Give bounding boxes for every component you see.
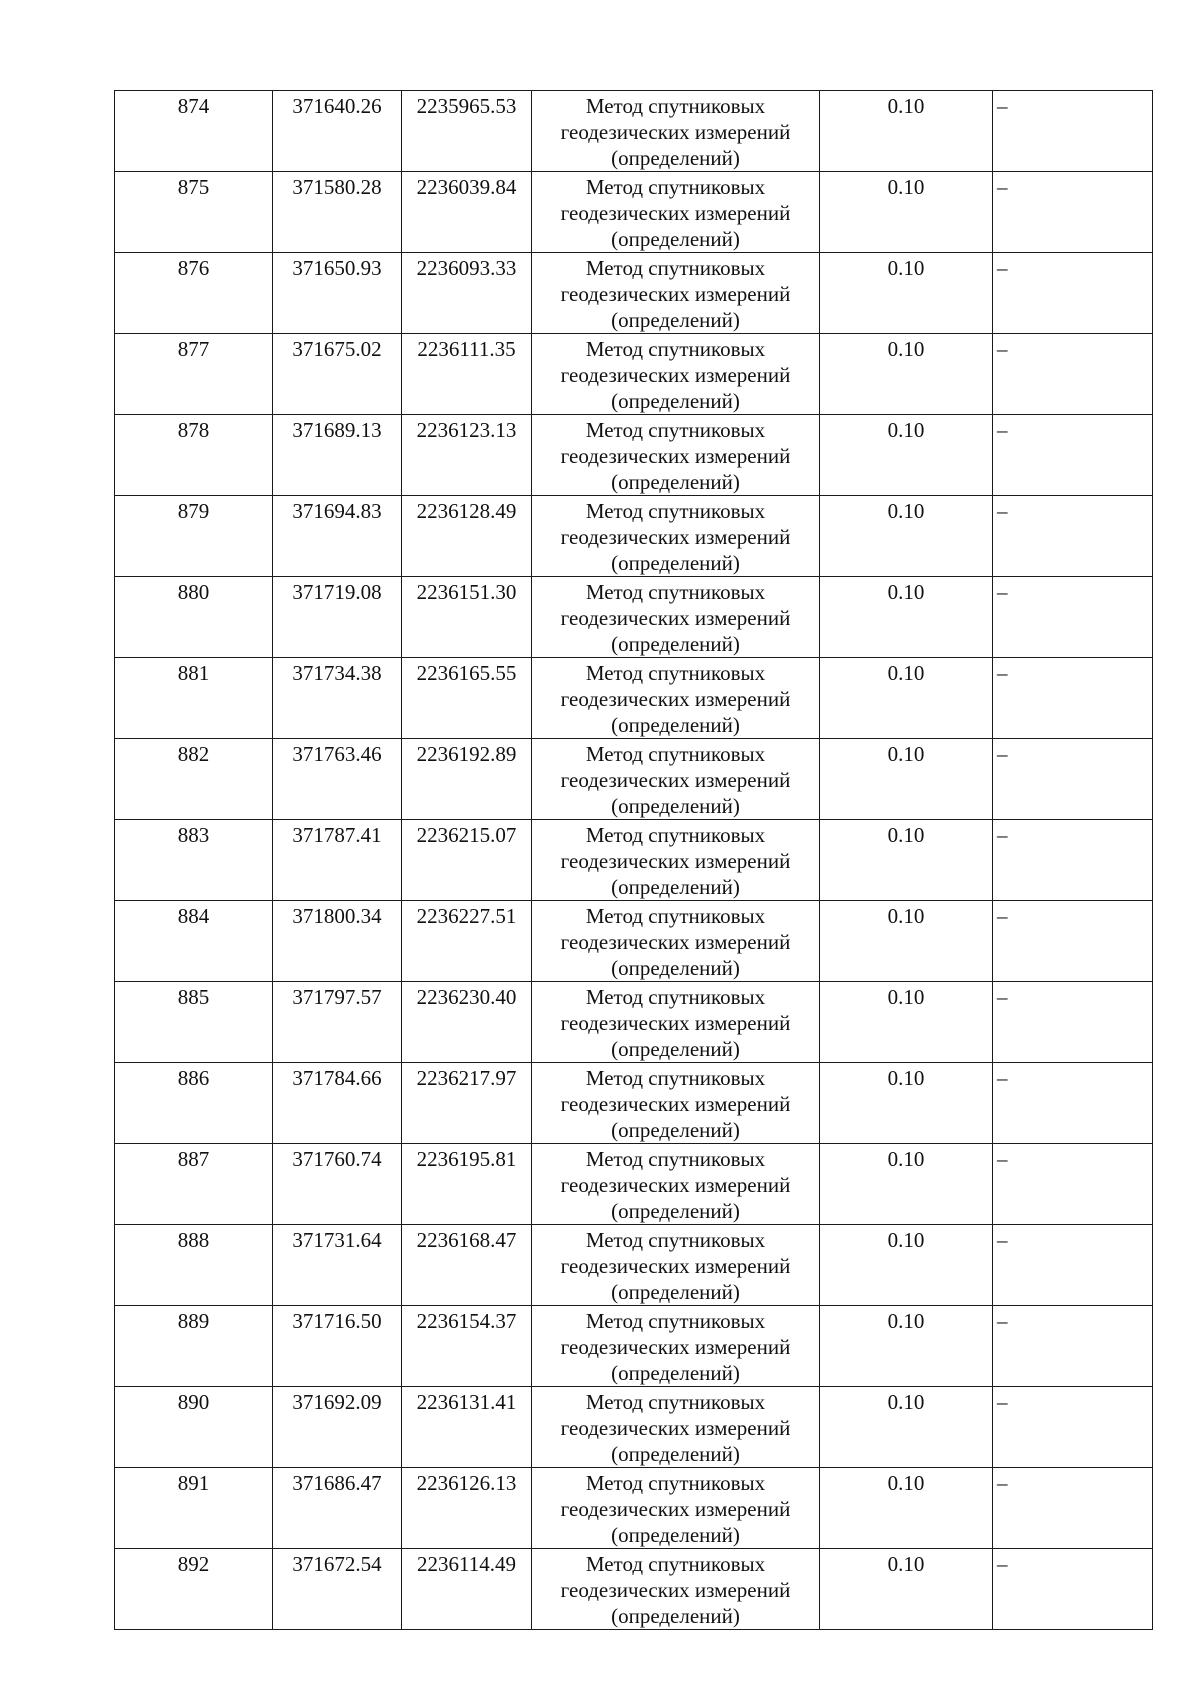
accuracy-cell — [820, 496, 993, 577]
note-cell — [993, 982, 1153, 1063]
method-cell-text: Метод спутниковых геодезических измерений (определений) — [560, 1471, 791, 1547]
table-row — [115, 1549, 1153, 1630]
y-coordinate-cell-text: 2236168.47 — [416, 1228, 517, 1252]
point-number-cell — [115, 577, 273, 658]
x-coordinate-cell-text: 371800.34 — [292, 904, 382, 928]
table-row — [115, 1387, 1153, 1468]
point-number-cell — [115, 172, 273, 253]
x-coordinate-cell — [273, 1306, 402, 1387]
point-number-cell — [115, 982, 273, 1063]
point-number-cell-text: 889 — [177, 1309, 210, 1333]
point-number-cell-text: 891 — [177, 1471, 210, 1495]
point-number-cell-text: 879 — [177, 499, 210, 523]
y-coordinate-cell — [402, 1306, 532, 1387]
point-number-cell-text: 885 — [177, 985, 210, 1009]
y-coordinate-cell — [402, 1144, 532, 1225]
point-number-cell-text: 878 — [177, 418, 210, 442]
x-coordinate-cell — [273, 91, 402, 172]
x-coordinate-cell-text: 371692.09 — [292, 1390, 382, 1414]
method-cell-text: Метод спутниковых геодезических измерений (определений) — [560, 1228, 791, 1304]
x-coordinate-cell — [273, 739, 402, 820]
point-number-cell-text: 876 — [177, 256, 210, 280]
method-cell-text: Метод спутниковых геодезических измерений (определений) — [560, 94, 791, 170]
accuracy-cell — [820, 1225, 993, 1306]
x-coordinate-cell-text: 371734.38 — [292, 661, 382, 685]
note-cell-text: – — [997, 1309, 1008, 1333]
accuracy-cell-text: 0.10 — [887, 418, 925, 442]
point-number-cell — [115, 253, 273, 334]
accuracy-cell — [820, 253, 993, 334]
point-number-cell-text: 875 — [177, 175, 210, 199]
note-cell-text: – — [997, 175, 1008, 199]
method-cell-text: Метод спутниковых геодезических измерений (определений) — [560, 661, 791, 737]
point-number-cell-text: 892 — [177, 1552, 210, 1576]
accuracy-cell — [820, 415, 993, 496]
x-coordinate-cell — [273, 496, 402, 577]
x-coordinate-cell-text: 371689.13 — [292, 418, 382, 442]
accuracy-cell-text: 0.10 — [887, 94, 925, 118]
accuracy-cell-text: 0.10 — [887, 1552, 925, 1576]
accuracy-cell-text: 0.10 — [887, 823, 925, 847]
method-cell-text: Метод спутниковых геодезических измерений (определений) — [560, 985, 791, 1061]
note-cell — [993, 334, 1153, 415]
note-cell — [993, 1063, 1153, 1144]
y-coordinate-cell-text: 2236230.40 — [416, 985, 517, 1009]
method-cell-text: Метод спутниковых геодезических измерений (определений) — [560, 175, 791, 251]
y-coordinate-cell-text: 2236111.35 — [417, 337, 516, 361]
x-coordinate-cell — [273, 1549, 402, 1630]
method-cell-text: Метод спутниковых геодезических измерений (определений) — [560, 418, 791, 494]
method-cell-text: Метод спутниковых геодезических измерений (определений) — [560, 499, 791, 575]
method-cell-text: Метод спутниковых геодезических измерений (определений) — [560, 1390, 791, 1466]
accuracy-cell-text: 0.10 — [887, 175, 925, 199]
note-cell — [993, 1225, 1153, 1306]
accuracy-cell — [820, 577, 993, 658]
accuracy-cell-text: 0.10 — [887, 904, 925, 928]
accuracy-cell — [820, 820, 993, 901]
point-number-cell — [115, 1225, 273, 1306]
method-cell — [532, 415, 820, 496]
accuracy-cell-text: 0.10 — [887, 256, 925, 280]
accuracy-cell — [820, 658, 993, 739]
table-row — [115, 820, 1153, 901]
y-coordinate-cell — [402, 820, 532, 901]
x-coordinate-cell — [273, 1468, 402, 1549]
y-coordinate-cell-text: 2236195.81 — [416, 1147, 517, 1171]
note-cell — [993, 739, 1153, 820]
table-row — [115, 1306, 1153, 1387]
y-coordinate-cell — [402, 172, 532, 253]
y-coordinate-cell-text: 2236165.55 — [416, 661, 517, 685]
point-number-cell — [115, 334, 273, 415]
point-number-cell — [115, 820, 273, 901]
y-coordinate-cell — [402, 901, 532, 982]
x-coordinate-cell — [273, 253, 402, 334]
method-cell — [532, 1144, 820, 1225]
point-number-cell-text: 880 — [177, 580, 210, 604]
note-cell-text: – — [997, 1066, 1008, 1090]
method-cell — [532, 901, 820, 982]
method-cell-text: Метод спутниковых геодезических измерений (определений) — [560, 823, 791, 899]
y-coordinate-cell-text: 2236126.13 — [416, 1471, 517, 1495]
table-row — [115, 901, 1153, 982]
x-coordinate-cell-text: 371580.28 — [292, 175, 382, 199]
point-number-cell-text: 888 — [177, 1228, 210, 1252]
method-cell-text: Метод спутниковых геодезических измерений (определений) — [560, 742, 791, 818]
accuracy-cell — [820, 1063, 993, 1144]
y-coordinate-cell-text: 2236227.51 — [416, 904, 517, 928]
method-cell — [532, 334, 820, 415]
y-coordinate-cell — [402, 1225, 532, 1306]
method-cell — [532, 1549, 820, 1630]
table-body — [115, 91, 1153, 1630]
note-cell-text: – — [997, 1390, 1008, 1414]
table-row — [115, 172, 1153, 253]
note-cell — [993, 658, 1153, 739]
note-cell — [993, 1468, 1153, 1549]
x-coordinate-cell-text: 371686.47 — [292, 1471, 382, 1495]
point-number-cell-text: 882 — [177, 742, 210, 766]
table-row — [115, 496, 1153, 577]
x-coordinate-cell-text: 371672.54 — [292, 1552, 382, 1576]
note-cell — [993, 1549, 1153, 1630]
note-cell — [993, 91, 1153, 172]
accuracy-cell-text: 0.10 — [887, 1066, 925, 1090]
method-cell — [532, 982, 820, 1063]
method-cell — [532, 658, 820, 739]
accuracy-cell — [820, 1387, 993, 1468]
y-coordinate-cell — [402, 739, 532, 820]
note-cell-text: – — [997, 256, 1008, 280]
accuracy-cell — [820, 1144, 993, 1225]
accuracy-cell — [820, 901, 993, 982]
y-coordinate-cell — [402, 982, 532, 1063]
table-row — [115, 253, 1153, 334]
note-cell-text: – — [997, 823, 1008, 847]
point-number-cell — [115, 415, 273, 496]
point-number-cell-text: 890 — [177, 1390, 210, 1414]
y-coordinate-cell-text: 2236123.13 — [416, 418, 517, 442]
accuracy-cell — [820, 172, 993, 253]
x-coordinate-cell — [273, 658, 402, 739]
note-cell-text: – — [997, 1147, 1008, 1171]
x-coordinate-cell — [273, 415, 402, 496]
y-coordinate-cell — [402, 334, 532, 415]
x-coordinate-cell-text: 371675.02 — [292, 337, 382, 361]
method-cell — [532, 1225, 820, 1306]
method-cell-text: Метод спутниковых геодезических измерений (определений) — [560, 256, 791, 332]
y-coordinate-cell-text: 2236154.37 — [416, 1309, 517, 1333]
accuracy-cell-text: 0.10 — [887, 580, 925, 604]
note-cell-text: – — [997, 94, 1008, 118]
method-cell — [532, 1468, 820, 1549]
point-number-cell — [115, 1549, 273, 1630]
y-coordinate-cell — [402, 1063, 532, 1144]
y-coordinate-cell — [402, 1387, 532, 1468]
x-coordinate-cell-text: 371797.57 — [292, 985, 382, 1009]
method-cell — [532, 1387, 820, 1468]
accuracy-cell — [820, 982, 993, 1063]
x-coordinate-cell-text: 371694.83 — [292, 499, 382, 523]
table-row — [115, 1063, 1153, 1144]
x-coordinate-cell-text: 371787.41 — [292, 823, 382, 847]
x-coordinate-cell-text: 371731.64 — [292, 1228, 382, 1252]
x-coordinate-cell — [273, 172, 402, 253]
x-coordinate-cell — [273, 820, 402, 901]
accuracy-cell — [820, 334, 993, 415]
accuracy-cell — [820, 1549, 993, 1630]
y-coordinate-cell — [402, 415, 532, 496]
point-number-cell — [115, 1387, 273, 1468]
note-cell-text: – — [997, 499, 1008, 523]
point-number-cell — [115, 658, 273, 739]
accuracy-cell-text: 0.10 — [887, 985, 925, 1009]
accuracy-cell — [820, 1306, 993, 1387]
point-number-cell — [115, 739, 273, 820]
y-coordinate-cell-text: 2236128.49 — [416, 499, 517, 523]
accuracy-cell-text: 0.10 — [887, 499, 925, 523]
coordinates-table — [114, 90, 1153, 1630]
method-cell — [532, 820, 820, 901]
accuracy-cell-text: 0.10 — [887, 1147, 925, 1171]
accuracy-cell-text: 0.10 — [887, 742, 925, 766]
y-coordinate-cell — [402, 1549, 532, 1630]
point-number-cell — [115, 1063, 273, 1144]
x-coordinate-cell — [273, 577, 402, 658]
table-row — [115, 577, 1153, 658]
method-cell — [532, 739, 820, 820]
note-cell-text: – — [997, 1471, 1008, 1495]
note-cell — [993, 820, 1153, 901]
point-number-cell — [115, 1468, 273, 1549]
x-coordinate-cell — [273, 1225, 402, 1306]
y-coordinate-cell-text: 2236215.07 — [416, 823, 517, 847]
accuracy-cell — [820, 91, 993, 172]
table-row — [115, 334, 1153, 415]
accuracy-cell — [820, 739, 993, 820]
point-number-cell — [115, 91, 273, 172]
note-cell-text: – — [997, 1552, 1008, 1576]
method-cell — [532, 1063, 820, 1144]
point-number-cell-text: 877 — [177, 337, 210, 361]
point-number-cell-text: 883 — [177, 823, 210, 847]
note-cell — [993, 901, 1153, 982]
x-coordinate-cell-text: 371763.46 — [292, 742, 382, 766]
x-coordinate-cell — [273, 982, 402, 1063]
table-row — [115, 1468, 1153, 1549]
x-coordinate-cell — [273, 334, 402, 415]
note-cell-text: – — [997, 418, 1008, 442]
y-coordinate-cell — [402, 577, 532, 658]
accuracy-cell-text: 0.10 — [887, 1228, 925, 1252]
method-cell — [532, 91, 820, 172]
accuracy-cell — [820, 1468, 993, 1549]
method-cell-text: Метод спутниковых геодезических измерений (определений) — [560, 1066, 791, 1142]
table-row — [115, 415, 1153, 496]
method-cell-text: Метод спутниковых геодезических измерений (определений) — [560, 337, 791, 413]
y-coordinate-cell-text: 2236093.33 — [416, 256, 517, 280]
note-cell-text: – — [997, 904, 1008, 928]
x-coordinate-cell-text: 371716.50 — [292, 1309, 382, 1333]
note-cell — [993, 1387, 1153, 1468]
method-cell — [532, 577, 820, 658]
note-cell-text: – — [997, 1228, 1008, 1252]
x-coordinate-cell-text: 371640.26 — [292, 94, 382, 118]
accuracy-cell-text: 0.10 — [887, 1309, 925, 1333]
y-coordinate-cell-text: 2236131.41 — [416, 1390, 517, 1414]
point-number-cell-text: 881 — [177, 661, 210, 685]
note-cell-text: – — [997, 742, 1008, 766]
note-cell — [993, 1144, 1153, 1225]
x-coordinate-cell-text: 371719.08 — [292, 580, 382, 604]
table-row — [115, 739, 1153, 820]
note-cell — [993, 1306, 1153, 1387]
x-coordinate-cell-text: 371760.74 — [292, 1147, 382, 1171]
method-cell — [532, 172, 820, 253]
y-coordinate-cell — [402, 658, 532, 739]
note-cell — [993, 172, 1153, 253]
y-coordinate-cell-text: 2236039.84 — [416, 175, 517, 199]
table-row — [115, 1225, 1153, 1306]
method-cell — [532, 496, 820, 577]
y-coordinate-cell — [402, 253, 532, 334]
method-cell-text: Метод спутниковых геодезических измерений (определений) — [560, 580, 791, 656]
y-coordinate-cell — [402, 496, 532, 577]
method-cell — [532, 253, 820, 334]
y-coordinate-cell-text: 2236151.30 — [416, 580, 517, 604]
point-number-cell — [115, 496, 273, 577]
y-coordinate-cell-text: 2235965.53 — [416, 94, 517, 118]
note-cell-text: – — [997, 337, 1008, 361]
table-row — [115, 658, 1153, 739]
table-row — [115, 982, 1153, 1063]
y-coordinate-cell-text: 2236192.89 — [416, 742, 517, 766]
method-cell-text: Метод спутниковых геодезических измерений (определений) — [560, 1552, 791, 1628]
accuracy-cell-text: 0.10 — [887, 1390, 925, 1414]
y-coordinate-cell — [402, 91, 532, 172]
table-row — [115, 1144, 1153, 1225]
point-number-cell-text: 884 — [177, 904, 210, 928]
note-cell — [993, 415, 1153, 496]
point-number-cell-text: 874 — [177, 94, 210, 118]
note-cell-text: – — [997, 661, 1008, 685]
x-coordinate-cell — [273, 901, 402, 982]
x-coordinate-cell-text: 371784.66 — [292, 1066, 382, 1090]
note-cell-text: – — [997, 985, 1008, 1009]
note-cell-text: – — [997, 580, 1008, 604]
y-coordinate-cell-text: 2236217.97 — [416, 1066, 517, 1090]
x-coordinate-cell — [273, 1387, 402, 1468]
accuracy-cell-text: 0.10 — [887, 1471, 925, 1495]
accuracy-cell-text: 0.10 — [887, 337, 925, 361]
note-cell — [993, 253, 1153, 334]
point-number-cell — [115, 1144, 273, 1225]
y-coordinate-cell-text: 2236114.49 — [417, 1552, 516, 1576]
table-row — [115, 91, 1153, 172]
point-number-cell-text: 886 — [177, 1066, 210, 1090]
note-cell — [993, 577, 1153, 658]
note-cell — [993, 496, 1153, 577]
method-cell-text: Метод спутниковых геодезических измерений (определений) — [560, 1309, 791, 1385]
point-number-cell — [115, 901, 273, 982]
accuracy-cell-text: 0.10 — [887, 661, 925, 685]
method-cell-text: Метод спутниковых геодезических измерений (определений) — [560, 904, 791, 980]
x-coordinate-cell-text: 371650.93 — [292, 256, 382, 280]
point-number-cell-text: 887 — [177, 1147, 210, 1171]
y-coordinate-cell — [402, 1468, 532, 1549]
method-cell — [532, 1306, 820, 1387]
x-coordinate-cell — [273, 1144, 402, 1225]
method-cell-text: Метод спутниковых геодезических измерений (определений) — [560, 1147, 791, 1223]
x-coordinate-cell — [273, 1063, 402, 1144]
point-number-cell — [115, 1306, 273, 1387]
